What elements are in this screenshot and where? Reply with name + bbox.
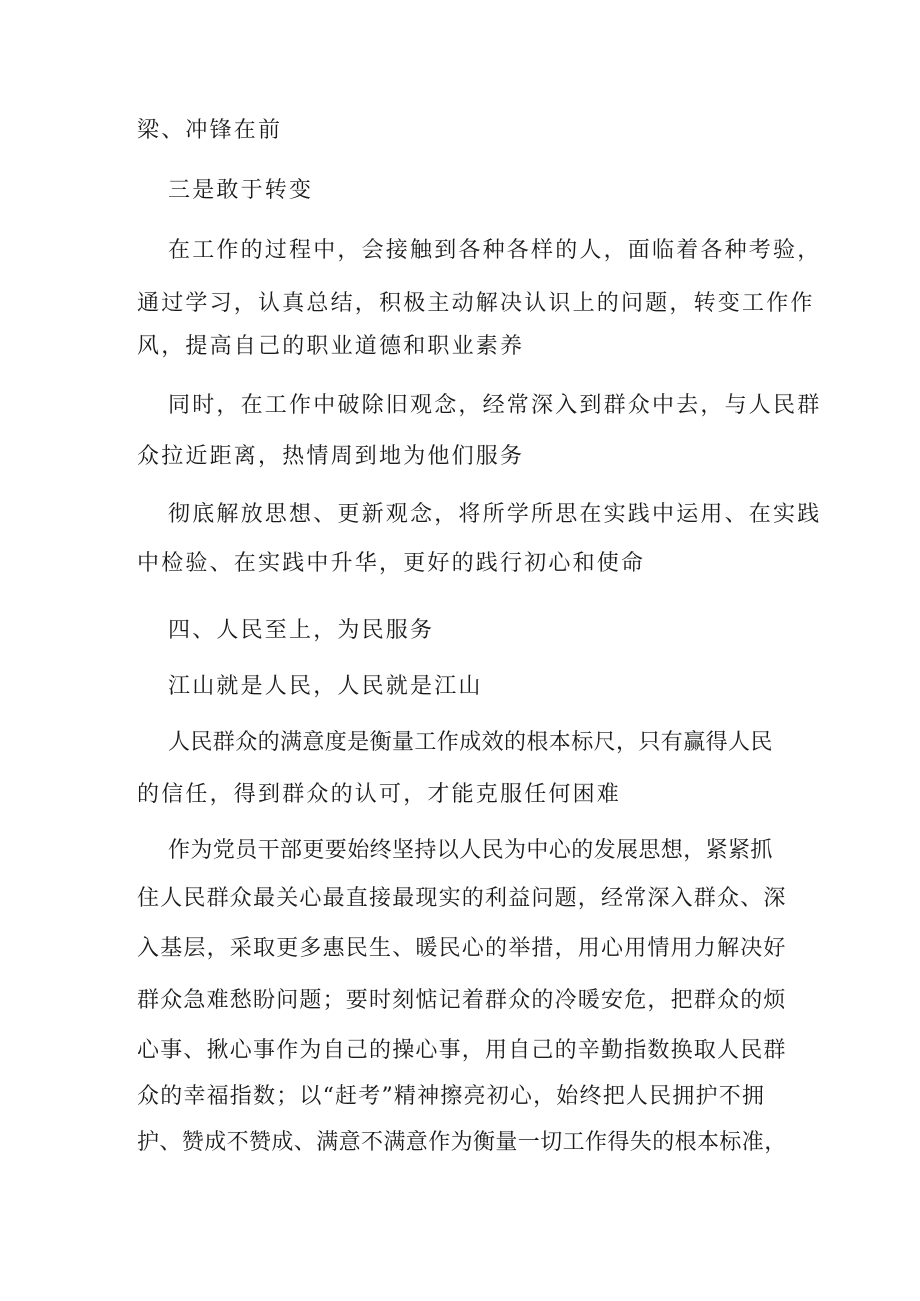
text-line: 同时，在工作中破除旧观念，经常深入到群众中去，与人民群 <box>168 393 822 418</box>
section-heading: 四、人民至上，为民服务 <box>168 618 435 643</box>
text-line: 彻底解放思想、更新观念，将所学所思在实践中运用、在实践 <box>168 502 822 527</box>
text-line: 心事、揪心事作为自己的操心事，用自己的辛勤指数换取人民群 <box>137 1038 787 1063</box>
text-line: 梁、冲锋在前 <box>137 118 283 143</box>
text-line: 群众急难愁盼问题；要时刻惦记着群众的冷暖安危，把群众的烦 <box>137 988 787 1013</box>
text-line: 江山就是人民，人民就是江山 <box>168 674 483 699</box>
text-line: 众拉近距离，热情周到地为他们服务 <box>137 444 525 469</box>
text-line: 护、赞成不赞成、满意不满意作为衡量一切工作得失的根本标准， <box>137 1130 787 1155</box>
text-line: 众的幸福指数；以“赶考”精神擦亮初心，始终把人民拥护不拥 <box>137 1084 766 1109</box>
text-line: 作为党员干部更要始终坚持以人民为中心的发展思想，紧紧抓 <box>168 838 773 863</box>
section-heading: 三是敢于转变 <box>168 178 314 203</box>
text-line: 中检验、在实践中升华，更好的践行初心和使命 <box>137 551 646 576</box>
text-line: 风，提高自己的职业道德和职业素养 <box>137 334 525 359</box>
text-line: 入基层，采取更多惠民生、暖民心的举措，用心用情用力解决好 <box>137 936 787 961</box>
text-line: 住人民群众最关心最直接最现实的利益问题，经常深入群众、深 <box>137 886 787 911</box>
text-line: 在工作的过程中，会接触到各种各样的人，面临着各种考验， <box>168 238 822 263</box>
text-line: 的信任，得到群众的认可，才能克服任何困难 <box>137 782 622 807</box>
text-line: 通过学习，认真总结，积极主动解决认识上的问题，转变工作作 <box>137 291 815 316</box>
text-line: 人民群众的满意度是衡量工作成效的根本标尺，只有赢得人民 <box>168 730 773 755</box>
